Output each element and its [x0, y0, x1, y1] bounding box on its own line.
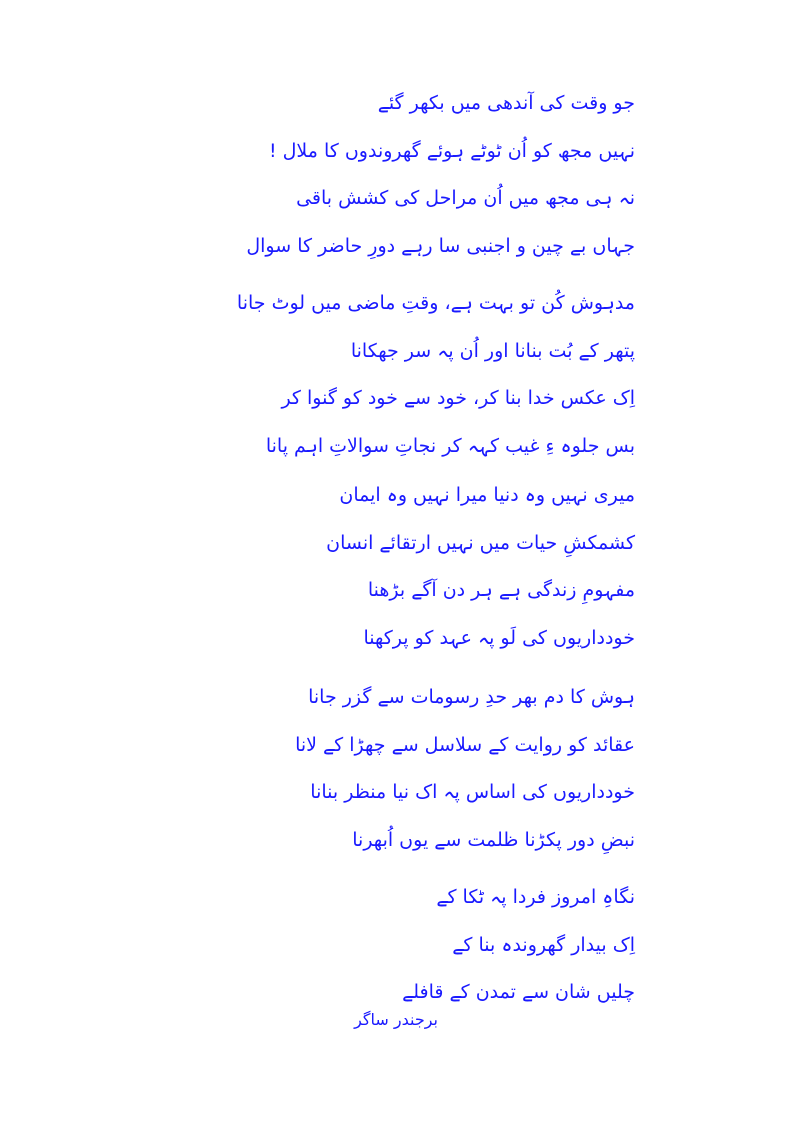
stanza-1 — [165, 90, 635, 260]
stanza-3 — [165, 482, 635, 652]
verse-line: عقائد کو روایت کے سلاسل سے چھڑا کے لانا — [295, 733, 635, 756]
stanza-2 — [165, 290, 635, 460]
stanza-5 — [165, 884, 635, 1006]
verse-line: خودداریوں کی اساس پہ اک نیا منظر بنانا — [310, 781, 635, 803]
verse-line: نہ ہی مجھ میں اُن مراحل کی کشش باقی — [296, 187, 635, 209]
verse-line: جہاں بے چین و اجنبی سا رہے دورِ حاضر کا سوال — [246, 234, 635, 257]
stanza-4 — [165, 684, 635, 854]
verse-line: نگاہِ امروز فردا پہ ٹکا کے — [436, 886, 635, 908]
verse-line: اِک بیدار گھروندہ بنا کے — [452, 933, 635, 956]
verse-line: کشمکشِ حیات میں نہیں ارتقائے انسان — [326, 531, 635, 554]
verse-line: پتھر کے بُت بنانا اور اُن پہ سر جھکانا — [350, 339, 635, 362]
verse-line: خودداریوں کی لَو پہ عہد کو پرکھنا — [363, 626, 635, 649]
verse-line: بس جلوہ ءِ غیب کہہ کر نجاتِ سوالاتِ اہم پانا — [265, 434, 635, 457]
verse-line: نہیں مجھ کو اُن ٹوٹے ہوئے گھروندوں کا ملال ! — [268, 139, 635, 162]
verse-line: ہوش کا دم بھر حدِ رسومات سے گزر جانا — [308, 686, 635, 708]
verse-line: جو وقت کی آندھی میں بکھر گئے — [377, 92, 635, 114]
verse-line: مدہوش کُن تو بہت ہے، وقتِ ماضی میں لوٹ جانا — [236, 292, 635, 314]
verse-line: مفہومِ زندگی ہے ہر دن آگے بڑھنا — [367, 579, 635, 601]
poet-signature: برجندر ساگر — [354, 1010, 438, 1029]
verse-line: اِک عکس خدا بنا کر، خود سے خود کو گنوا کر — [281, 387, 635, 409]
verse-line: میری نہیں وہ دنیا میرا نہیں وہ ایمان — [339, 484, 635, 506]
verse-line: نبضِ دور پکڑنا ظلمت سے یوں اُبھرنا — [352, 828, 635, 851]
verse-line: چلیں شان سے تمدن کے قافلے — [402, 981, 635, 1003]
